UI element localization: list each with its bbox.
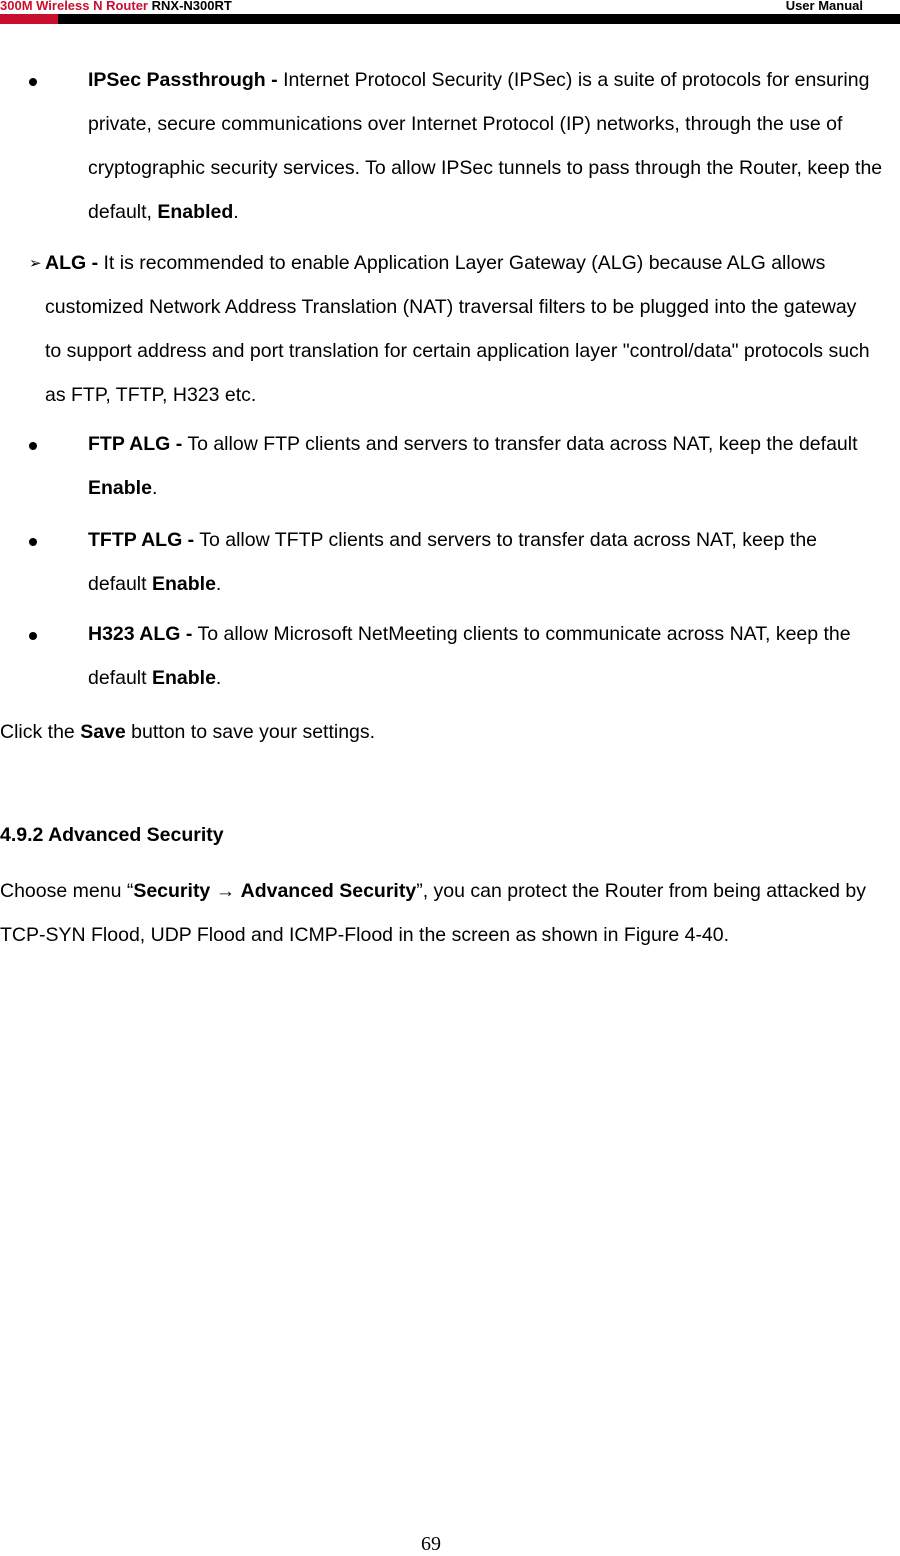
header-bar-accent [0, 14, 58, 24]
ftp-alg-text: To allow FTP clients and servers to transfer data across NAT, keep the default [187, 433, 858, 455]
tftp-alg-label: TFTP ALG - [88, 529, 195, 551]
header-brand: 300M Wireless N Router [0, 0, 148, 13]
tftp-alg-end: . [215, 573, 222, 595]
ftp-alg-end: . [151, 477, 158, 499]
ipsec-text: Internet Protocol Security (IPSec) is a suite of protocols for ensuring private, secure communications over Internet Protocol (IP) networks, through the use of cryptographic security services. To allow IPSec tunnels to pass through the Router, keep the default, [88, 69, 883, 223]
tftp-alg-paragraph [88, 518, 848, 606]
alg-paragraph [45, 241, 875, 417]
menu-arrow: → [215, 880, 236, 902]
page-header [0, 0, 900, 26]
header-bar [58, 14, 900, 24]
menu-advanced-security: Advanced Security [240, 880, 417, 902]
page-number: 69 [421, 1533, 441, 1555]
section-pre: Choose menu “ [0, 880, 134, 902]
section-paragraph [0, 869, 870, 957]
ipsec-end: . [233, 201, 239, 223]
alg-text: It is recommended to enable Application Layer Gateway (ALG) because ALG allows customized Network Address Translation (NAT) traversal filters to be plugged into the gateway to support address and port translation for certain application layer "control/data" protocols such as FTP, TFTP, H323 etc. [45, 252, 870, 406]
ftp-alg-label: FTP ALG - [88, 433, 183, 455]
header-manual-label: User Manual [785, 0, 863, 13]
tftp-alg-text: To allow TFTP clients and servers to transfer data across NAT, keep the default [88, 529, 818, 595]
bullet-dot-icon [29, 78, 37, 86]
section-post: ”, you can protect the Router from being attacked by TCP-SYN Flood, UDP Flood and ICMP-Flood in the screen as shown in Figure 4-40. [0, 880, 867, 946]
h323-alg-paragraph [88, 612, 883, 700]
h323-alg-label: H323 ALG - [88, 623, 193, 645]
header-model: RNX-N300RT [151, 0, 232, 13]
header-title [0, 0, 232, 13]
h323-alg-text: To allow Microsoft NetMeeting clients to communicate across NAT, keep the default [88, 623, 851, 689]
save-instruction-pre: Click the [0, 721, 75, 743]
arrow-bullet-icon: ➢ [29, 255, 42, 272]
ftp-alg-default-value: Enable [88, 477, 152, 499]
tftp-alg-default-value: Enable [151, 573, 216, 595]
h323-alg-default-value: Enable [151, 667, 216, 689]
ipsec-paragraph [88, 58, 883, 234]
bullet-dot-icon [29, 538, 37, 546]
save-instruction-post: button to save your settings. [131, 721, 376, 743]
alg-label: ALG - [45, 252, 99, 274]
bullet-dot-icon [29, 442, 37, 450]
bullet-dot-icon [29, 632, 37, 640]
menu-security: Security [133, 880, 211, 902]
section-heading: 4.9.2 Advanced Security [0, 824, 224, 846]
h323-alg-end: . [215, 667, 222, 689]
ftp-alg-paragraph [88, 422, 878, 510]
save-instruction [0, 710, 880, 754]
save-keyword: Save [80, 721, 126, 743]
ipsec-label: IPSec Passthrough - [88, 69, 278, 91]
ipsec-default-value: Enabled [157, 201, 234, 223]
